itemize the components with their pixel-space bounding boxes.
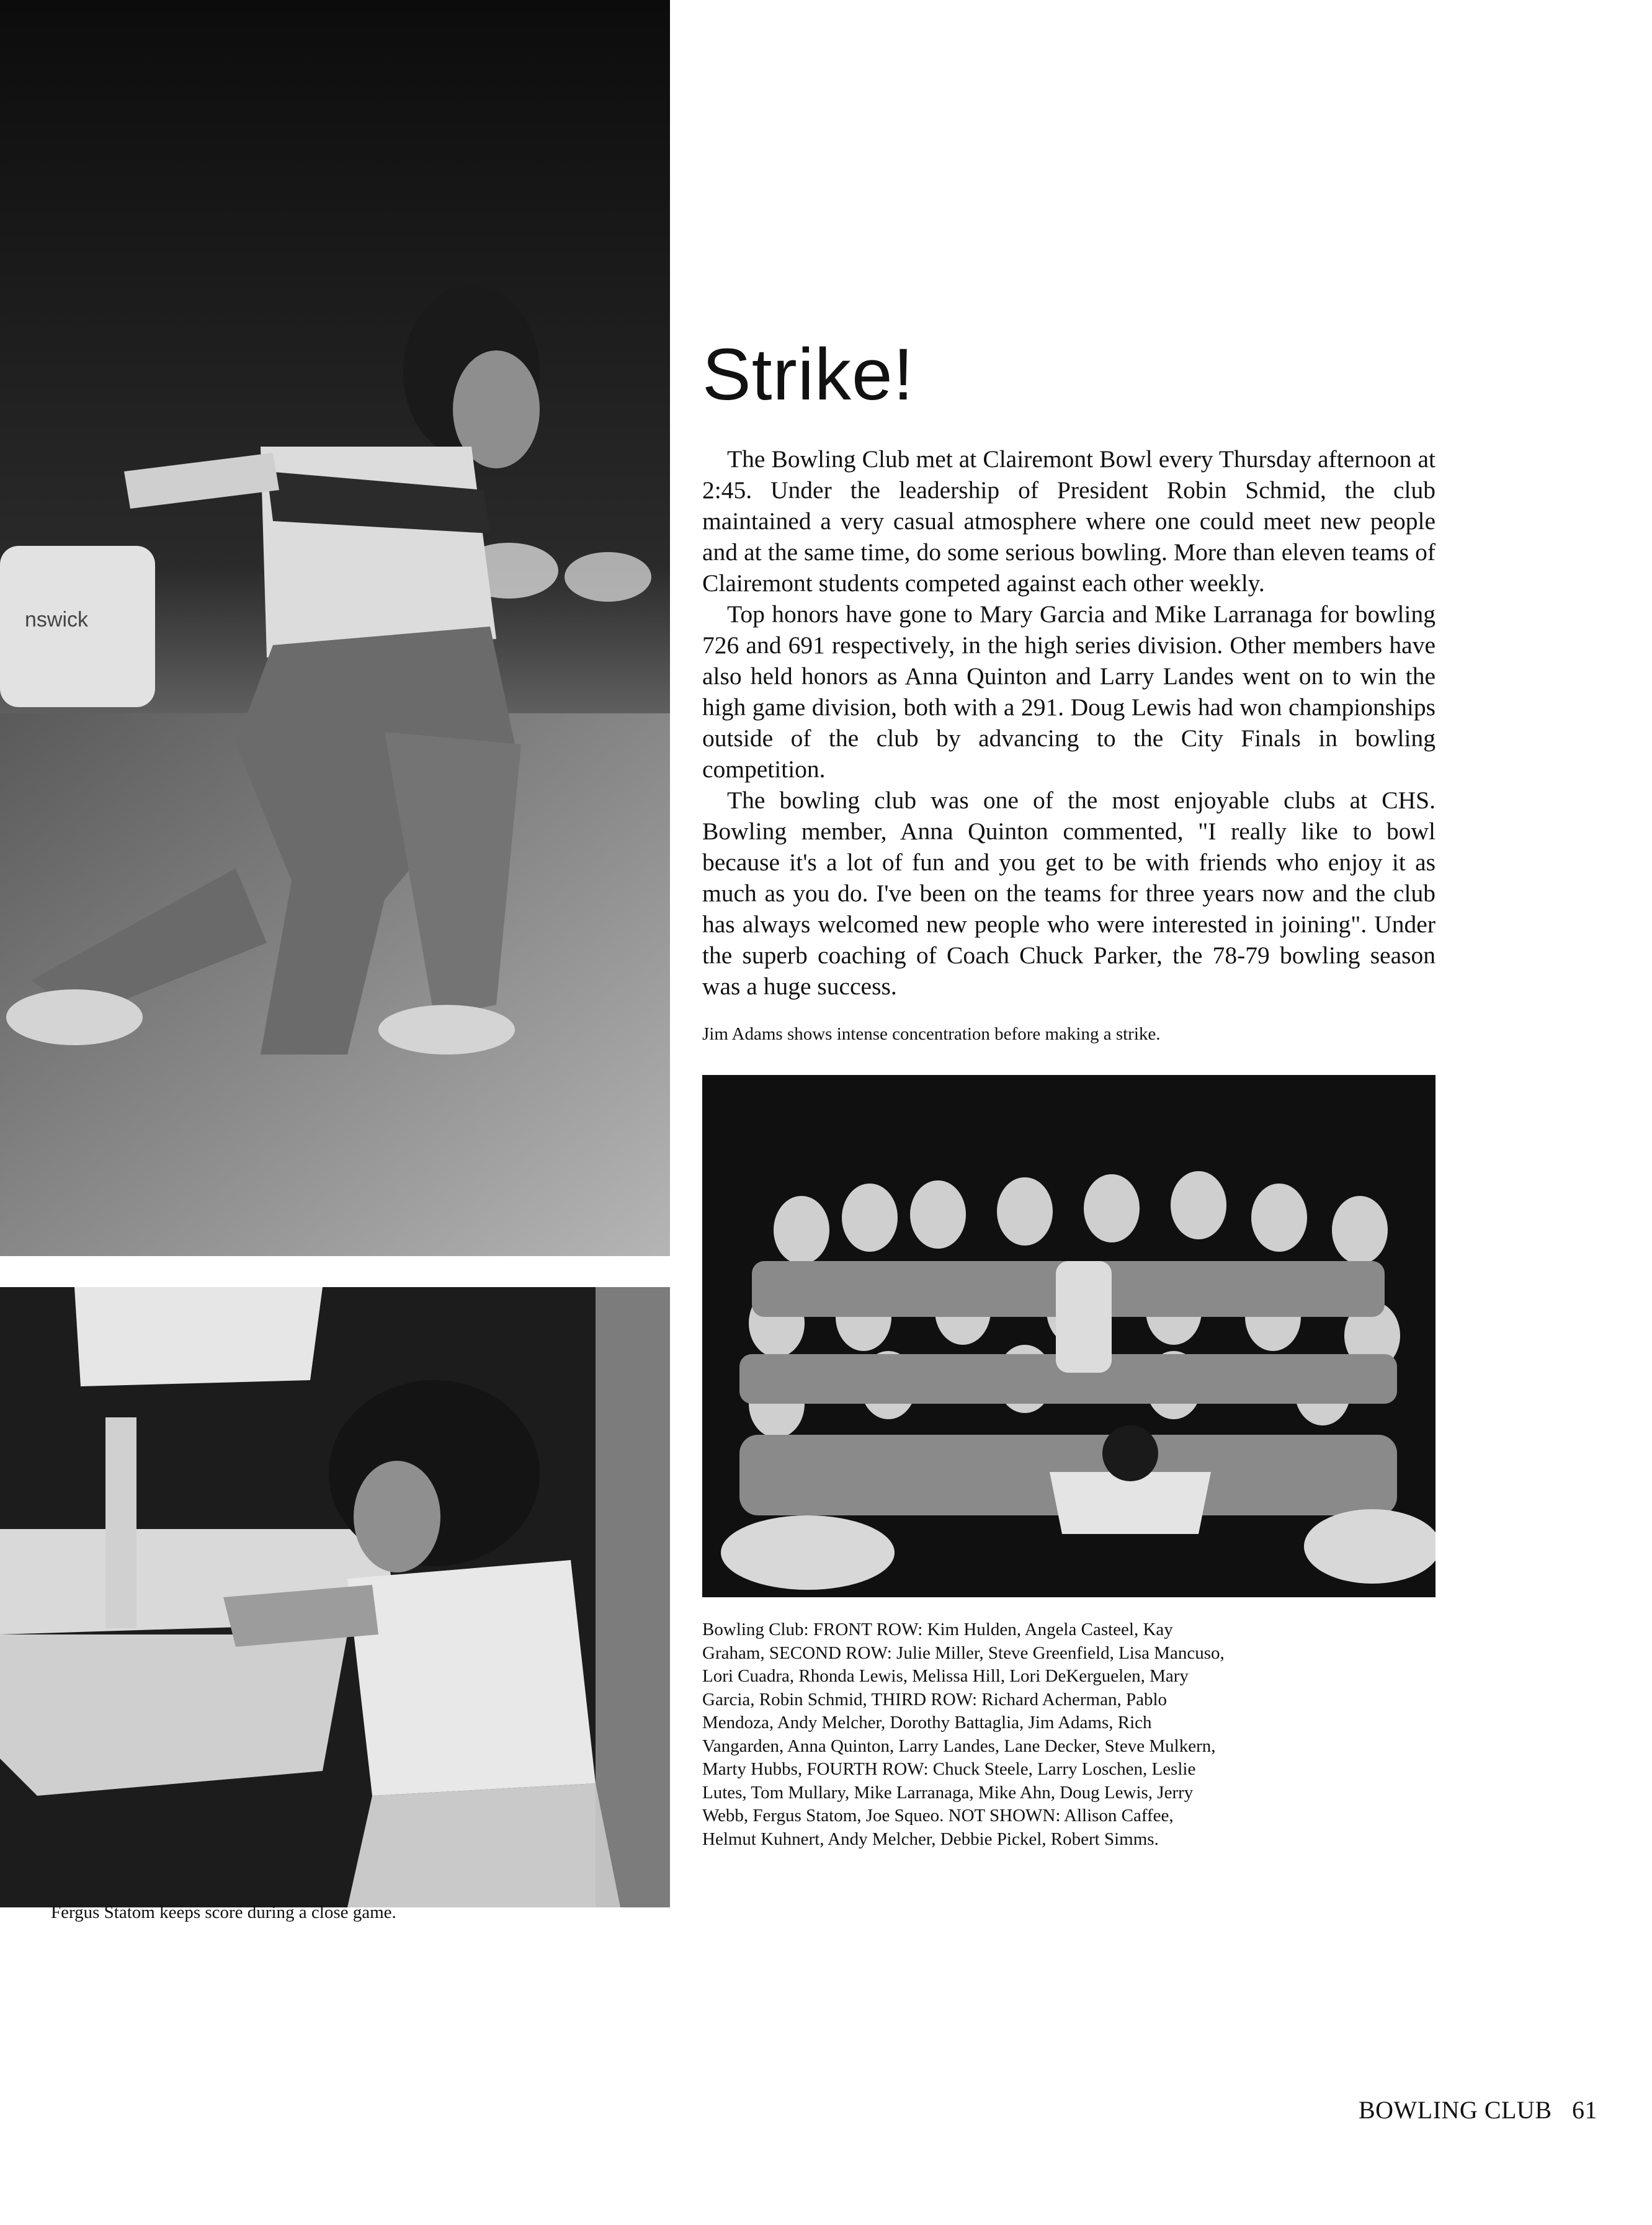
scorekeeper-photo-image	[0, 1287, 670, 1907]
article-headline: Strike!	[702, 334, 914, 416]
article-paragraph: The bowling club was one of the most enjoyable clubs at CHS. Bowling member, Anna Quinton commented, "I really like to bowl because it's a lot of fun and you get to be with friends who enjoy it as much as you do. I've been on the teams for three years now and the club has always welcomed new people who were interested in joining". Under the superb coaching of Coach Chuck Parker, the 78-79 bowling season was a huge success.	[702, 787, 1435, 1000]
group-photo	[702, 1075, 1435, 1597]
bowler-photo	[0, 0, 670, 1256]
scorekeeper-photo	[0, 1287, 670, 1907]
ball-return-lettering: nswick	[25, 608, 89, 631]
bowler-photo-caption: Jim Adams shows intense concentration before making a strike.	[702, 1024, 1161, 1044]
page-footer	[1359, 2095, 1597, 2125]
article-body	[702, 444, 1435, 1002]
article-paragraph: The Bowling Club met at Clairemont Bowl every Thursday afternoon at 2:45. Under the leadership of President Robin Schmid, the club maintained a very casual atmosphere where one could meet new people and at the same time, do some serious bowling. More than eleven teams of Clairemont students competed against each other weekly.	[702, 445, 1435, 597]
page-number: 61	[1572, 2096, 1597, 2124]
group-photo-image	[702, 1075, 1435, 1597]
bowler-photo-image	[0, 0, 670, 1256]
scorekeeper-photo-caption: Fergus Statom keeps score during a close game.	[51, 1902, 396, 1922]
article-paragraph: Top honors have gone to Mary Garcia and Mike Larranaga for bowling 726 and 691 respectively, in the high series division. Other members have also held honors as Anna Quinton and Larry Landes went on to win the high game division, both with a 291. Doug Lewis had won championships outside of the club by advancing to the City Finals in bowling competition.	[702, 600, 1435, 783]
section-name: BOWLING CLUB	[1358, 2096, 1552, 2124]
group-photo-caption: Bowling Club: FRONT ROW: Kim Hulden, Angela Casteel, Kay Graham, SECOND ROW: Julie Miller, Steve Greenfield, Lisa Mancuso, Lori Cuadra, Rhonda Lewis, Melissa Hill, Lori DeKerguelen, Mary Garcia, Robin Schmid, THIRD ROW: Richard Acherman, Pablo Mendoza, Andy Melcher, Dorothy Battaglia, Jim Adams, Rich Vangarden, Anna Quinton, Larry Landes, Lane Decker, Steve Mulkern, Marty Hubbs, FOURTH ROW: Chuck Steele, Larry Loschen, Leslie Lutes, Tom Mullary, Mike Larranaga, Mike Ahn, Doug Lewis, Jerry Webb, Fergus Statom, Joe Squeo. NOT SHOWN: Allison Caffee, Helmut Kuhnert, Andy Melcher, Debbie Pickel, Robert Simms.	[702, 1620, 1225, 1849]
